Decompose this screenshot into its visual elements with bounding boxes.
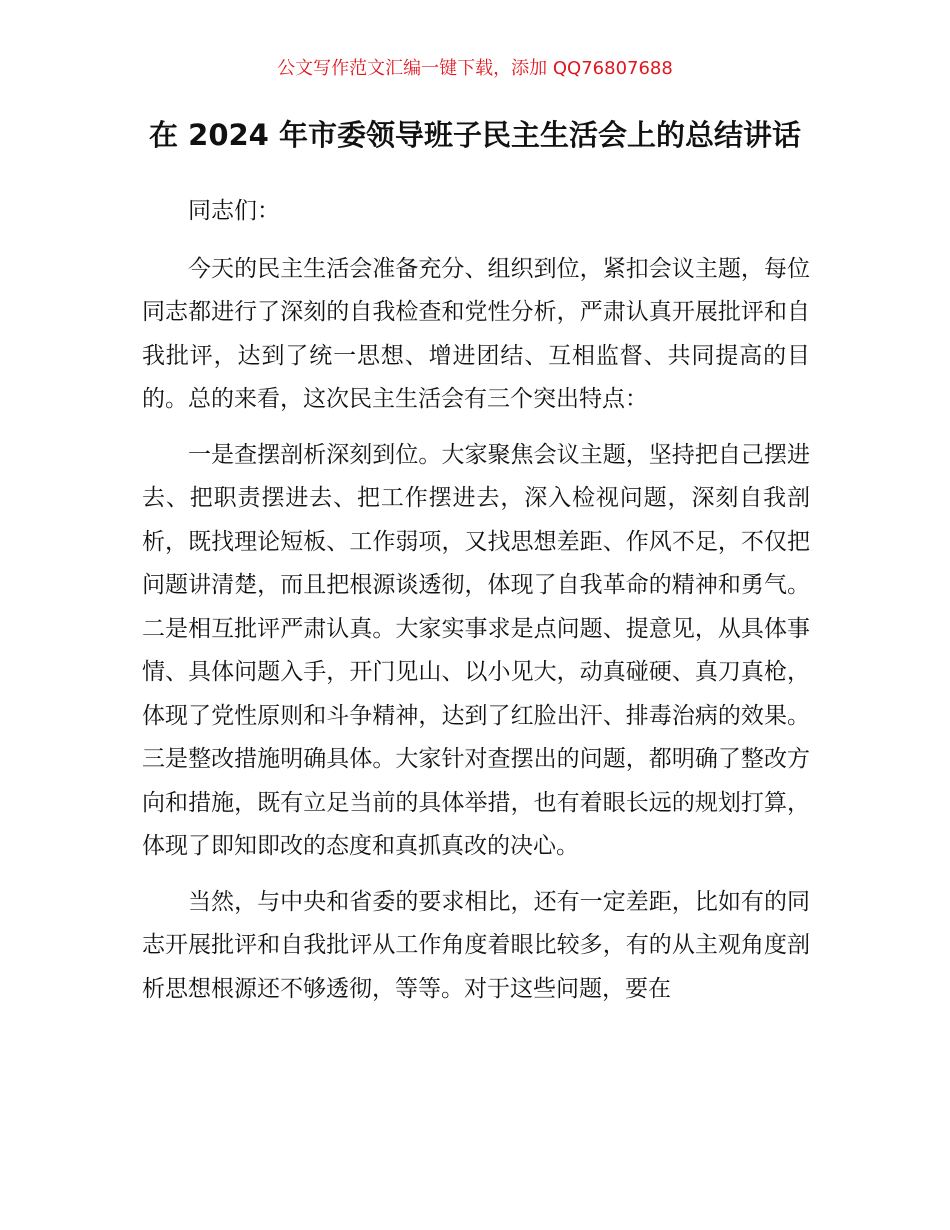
paragraph-intro: 今天的民主生活会准备充分、组织到位，紧扣会议主题，每位同志都进行了深刻的自我检查和党性分析，严肃认真开展批评和自我批评，达到了统一思想、增进团结、互相监督、共同提高的目的。总的来看，这次民主生活会有三个突出特点： xyxy=(142,255,810,412)
document-body xyxy=(142,190,810,1011)
document-title: 在 2024 年市委领导班子民主生活会上的总结讲话 xyxy=(149,118,801,152)
download-banner: 公文写作范文汇编一键下载，添加 QQ76807688 xyxy=(277,58,673,79)
paragraph-features: 一是查摆剖析深刻到位。大家聚焦会议主题，坚持把自己摆进去、把职责摆进去、把工作摆进去，深入检视问题，深刻自我剖析，既找理论短板、工作弱项，又找思想差距、作风不足，不仅把问题讲清楚，而且把根源谈透彻，体现了自我革命的精神和勇气。二是相互批评严肃认真。大家实事求是点问题、提意见，从具体事情、具体问题入手，开门见山、以小见大，动真碰硬、真刀真枪，体现了党性原则和斗争精神，达到了红脸出汗、排毒治病的效果。三是整改措施明确具体。大家针对查摆出的问题，都明确了整改方向和措施，既有立足当前的具体举措，也有着眼长远的规划打算，体现了即知即改的态度和真抓真改的决心。 xyxy=(142,441,810,859)
salutation: 同志们： xyxy=(188,198,280,224)
paragraph-shortcomings: 当然，与中央和省委的要求相比，还有一定差距，比如有的同志开展批评和自我批评从工作角度着眼比较多，有的从主观角度剖析思想根源还不够透彻，等等。对于这些问题，要在 xyxy=(142,888,810,1002)
